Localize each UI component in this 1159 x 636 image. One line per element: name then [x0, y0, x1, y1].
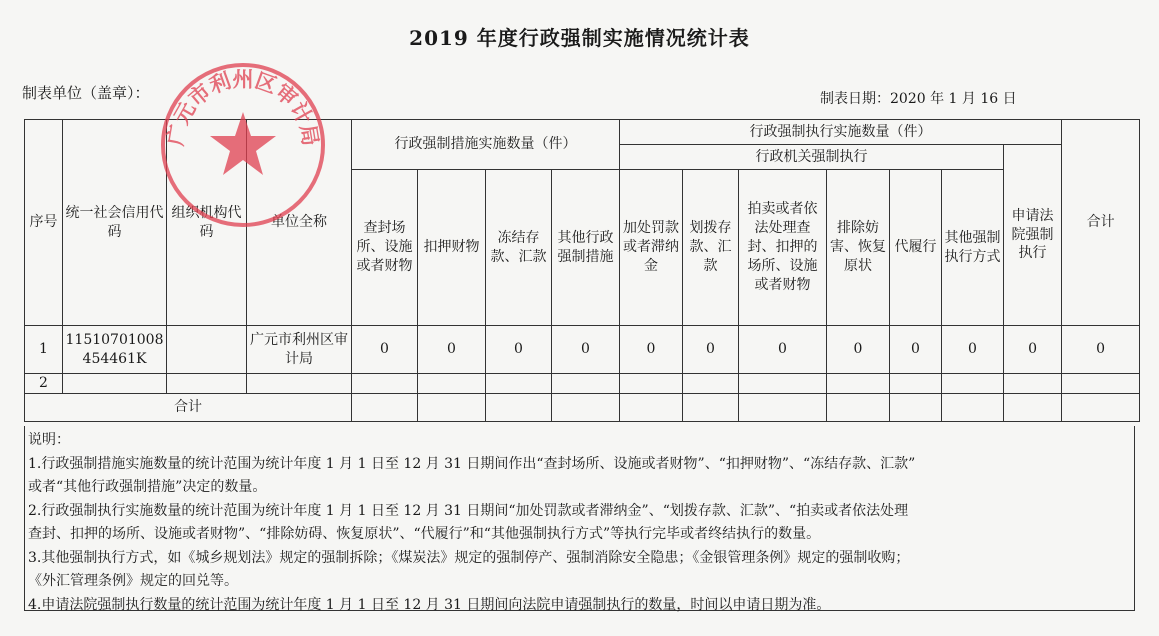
header-e2: 划拨存款、汇款	[683, 170, 739, 326]
total-cell	[827, 394, 890, 422]
header-e5: 代履行	[890, 170, 942, 326]
row-unit-name: 广元市利州区审计局	[247, 326, 352, 374]
header-exec-group: 行政强制执行实施数量（件）	[620, 120, 1062, 145]
row-value	[1062, 374, 1140, 394]
table-row	[25, 374, 1140, 394]
row-value	[739, 374, 827, 394]
note-line: 查封、扣押的场所、设施或者财物”、“排除妨碍、恢复原状”、“代履行”和“其他强制执行方式”等执行完毕或者终结执行的数量。	[28, 526, 821, 542]
note-line: 4.申请法院强制执行数量的统计范围为统计年度 1 月 1 日至 12 月 31 日期间向法院申请强制执行的数量，时间以申请日期为准。	[28, 596, 831, 613]
row-seq: 2	[25, 374, 63, 394]
row-value	[552, 374, 620, 394]
row-value: 0	[418, 326, 486, 374]
note-line: 2.行政强制执行实施数量的统计范围为统计年度 1 月 1 日至 12 月 31 日期间“加处罚款或者滞纳金”、“划拨存款、汇款”、“拍卖或者依法处理	[28, 502, 909, 519]
row-value: 0	[486, 326, 552, 374]
notes-heading: 说明：	[28, 432, 70, 448]
row-unit-name	[247, 374, 352, 394]
row-value: 0	[352, 326, 418, 374]
header-seq: 序号	[25, 120, 63, 326]
header-e4: 排除妨害、恢复原状	[827, 170, 890, 326]
row-org-code	[167, 374, 247, 394]
header-m2: 扣押财物	[418, 170, 486, 326]
total-cell	[890, 394, 942, 422]
total-cell	[620, 394, 683, 422]
row-value: 0	[942, 326, 1004, 374]
row-value: 0	[552, 326, 620, 374]
header-m3: 冻结存款、汇款	[486, 170, 552, 326]
total-cell	[486, 394, 552, 422]
header-e6: 其他强制执行方式	[942, 170, 1004, 326]
row-value: 0	[890, 326, 942, 374]
total-row	[25, 394, 1140, 422]
statistics-table	[24, 119, 1140, 422]
row-value: 0	[683, 326, 739, 374]
header-e1: 加处罚款或者滞纳金	[620, 170, 683, 326]
row-credit-code: 11510701008454461K	[63, 326, 167, 374]
row-value: 0	[739, 326, 827, 374]
header-total: 合计	[1062, 120, 1140, 326]
row-value	[1004, 374, 1062, 394]
row-credit-code	[63, 374, 167, 394]
total-cell	[1062, 394, 1140, 422]
row-seq: 1	[25, 326, 63, 374]
row-value	[486, 374, 552, 394]
notes-section	[24, 426, 1135, 611]
page-title: 2019 年度行政强制实施情况统计表	[409, 26, 750, 50]
seal-text: 广元市利州区审计局	[162, 66, 324, 148]
row-value	[942, 374, 1004, 394]
row-value	[890, 374, 942, 394]
header-court: 申请法院强制执行	[1004, 145, 1062, 326]
note-line: 3.其他强制执行方式，如《城乡规划法》规定的强制拆除；《煤炭法》规定的强制停产、强制消除安全隐患；《金银管理条例》规定的强制收购；	[28, 549, 910, 566]
note-line: 《外汇管理条例》规定的回兑等。	[28, 573, 238, 589]
header-m1: 查封场所、设施或者财物	[352, 170, 418, 326]
row-value	[352, 374, 418, 394]
header-e3: 拍卖或者依法处理查封、扣押的场所、设施或者财物	[739, 170, 827, 326]
row-value	[418, 374, 486, 394]
total-cell	[1004, 394, 1062, 422]
table-row	[25, 326, 1140, 374]
total-cell	[352, 394, 418, 422]
row-value	[827, 374, 890, 394]
total-row-label: 合计	[25, 394, 352, 422]
row-value: 0	[1062, 326, 1140, 374]
total-cell	[418, 394, 486, 422]
total-cell	[739, 394, 827, 422]
row-org-code	[167, 326, 247, 374]
header-credit-code: 统一社会信用代码	[63, 120, 167, 326]
note-line: 或者“其他行政强制措施”决定的数量。	[28, 479, 267, 495]
header-org-code: 组织机构代码	[167, 120, 247, 326]
header-m4: 其他行政强制措施	[552, 170, 620, 326]
total-cell	[552, 394, 620, 422]
header-measures-group: 行政强制措施实施数量（件）	[352, 120, 620, 170]
row-value: 0	[827, 326, 890, 374]
row-value	[620, 374, 683, 394]
note-line: 1.行政强制措施实施数量的统计范围为统计年度 1 月 1 日至 12 月 31 日期间作出“查封场所、设施或者财物”、“扣押财物”、“冻结存款、汇款”	[28, 455, 916, 472]
row-value: 0	[620, 326, 683, 374]
date-label: 制表日期：2020 年 1 月 16 日	[820, 91, 1017, 107]
unit-label: 制表单位（盖章）：	[22, 84, 150, 102]
total-cell	[683, 394, 739, 422]
header-unit-name: 单位全称	[247, 120, 352, 326]
total-cell	[942, 394, 1004, 422]
row-value	[683, 374, 739, 394]
header-admin-exec-group: 行政机关强制执行	[620, 145, 1004, 170]
row-value: 0	[1004, 326, 1062, 374]
